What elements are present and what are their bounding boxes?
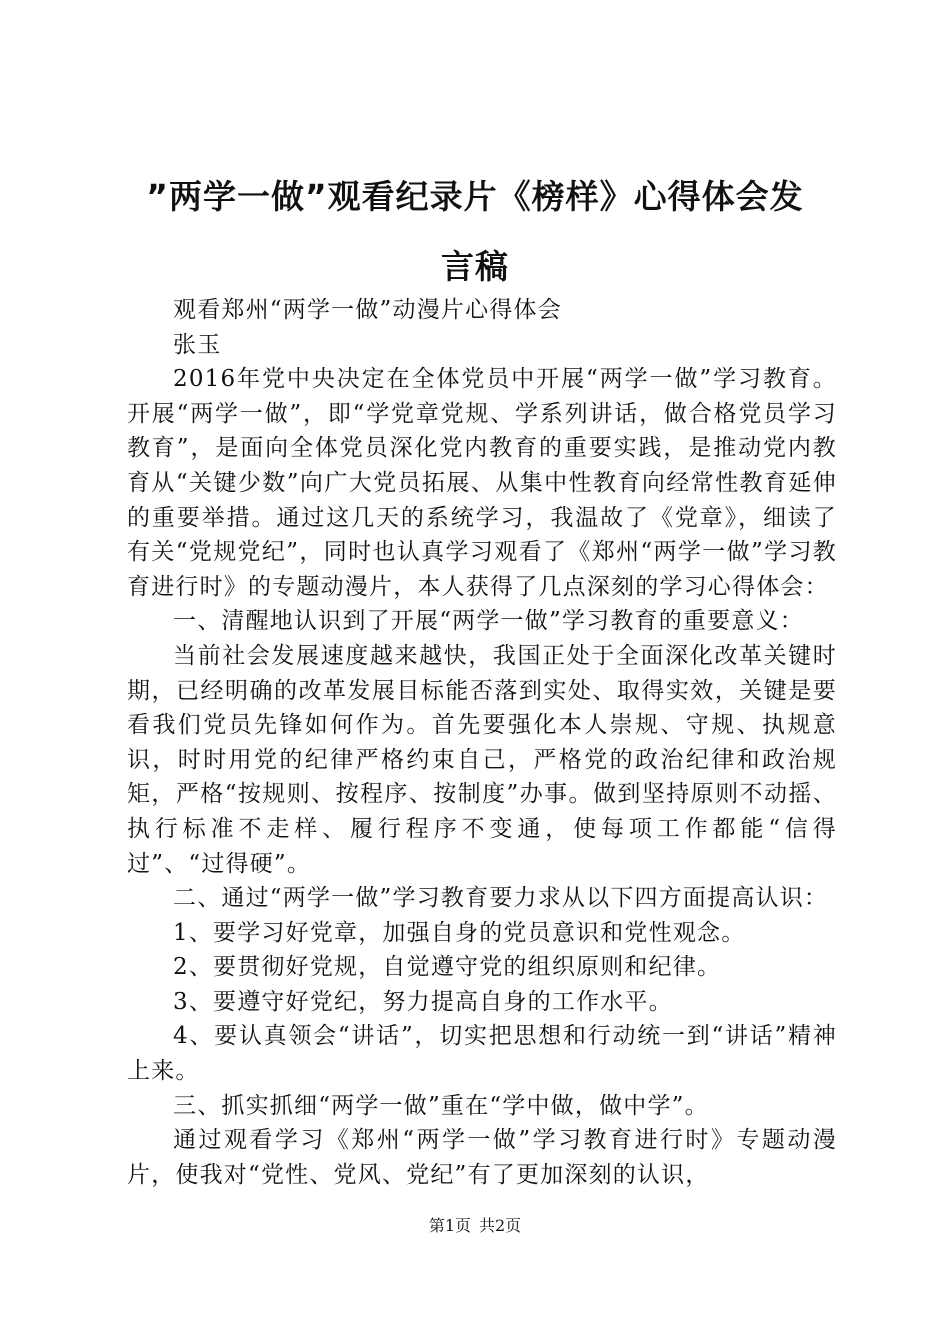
page-number: 第1页 (428, 1216, 471, 1235)
body-paragraph: 当前社会发展速度越来越快，我国正处于全面深化改革关键时期，已经明确的改革发展目标能否落到实处、取得实效，关键是要看我们党员先锋如何作为。首先要强化本人崇规、守规、执规意识，时时用党的纪律严格约束自己，严格党的政治纪律和政治规矩，严格“按规则、按程序、按制度”办事。做到坚持原则不动摇、执行标准不走样、履行程序不变通，使每项工作都能“信得过”、“过得硬”。 (127, 642, 837, 877)
subtitle-paragraph: 观看郑州“两学一做”动漫片心得体会 (173, 297, 562, 323)
title-line-2: 言稿 (441, 247, 509, 286)
author-name: 张玉 (173, 331, 222, 358)
page-total: 共2页 (479, 1216, 522, 1235)
page-footer (0, 1216, 950, 1236)
body-paragraph: 通过观看学习《郑州“两学一做”学习教育进行时》专题动漫片，使我对“党性、党风、党纪”有了更加深刻的认识， (127, 1127, 837, 1188)
section-heading-1: 一、清醒地认识到了开展“两学一做”学习教育的重要意义： (173, 608, 804, 635)
title-line-1: ”两学一做”观看纪录片《榜样》心得体会发 (146, 177, 804, 216)
section-heading-2: 二、通过“两学一做”学习教育要力求从以下四方面提高认识： (173, 885, 829, 912)
document-body (127, 293, 837, 1192)
list-item: 2、要贯彻好党规，自觉遵守党的组织原则和纪律。 (173, 954, 722, 981)
list-item: 4、要认真领会“讲话”，切实把思想和行动统一到“讲话”精神上来。 (127, 1023, 837, 1085)
document-title (100, 162, 850, 302)
list-item: 1、要学习好党章，加强自身的党员意识和党性观念。 (173, 919, 746, 946)
section-heading-3: 三、抓实抓细“两学一做”重在“学中做，做中学”。 (173, 1092, 709, 1119)
body-paragraph: 2016年党中央决定在全体党员中开展“两学一做”学习教育。开展“两学一做”，即“学党章党规、学系列讲话，做合格党员学习教育”，是面向全体党员深化党内教育的重要实践，是推动党内教育从“关键少数”向广大党员拓展、从集中性教育向经常性教育延伸的重要举措。通过这几天的系统学习，我温故了《党章》，细读了有关“党规党纪”，同时也认真学习观看了《郑州“两学一做”学习教育进行时》的专题动漫片，本人获得了几点深刻的学习心得体会： (127, 366, 837, 600)
list-item: 3、要遵守好党纪，努力提高自身的工作水平。 (173, 988, 673, 1015)
